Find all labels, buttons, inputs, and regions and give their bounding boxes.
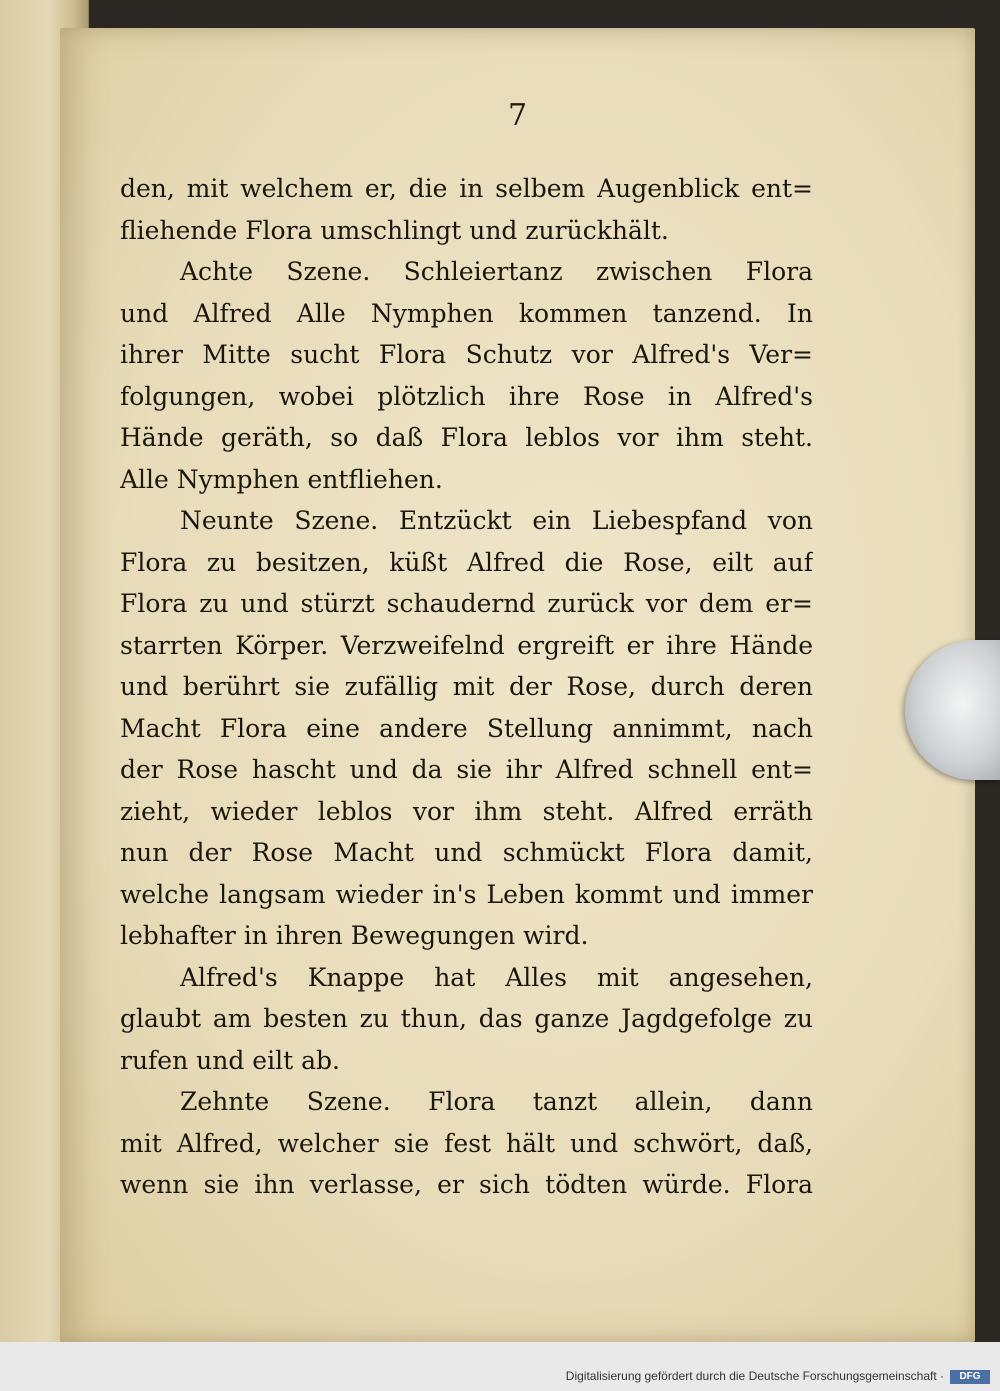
text-line: und berührt sie zufällig mit der Rose, durch deren <box>120 672 813 701</box>
text-line: mit Alfred, welcher sie fest hält und schwört, daß, <box>120 1128 813 1158</box>
text-line: Achte Szene. Schleiertanz zwischen Flora <box>180 257 813 286</box>
text-line: Alfred's Knappe hat Alles mit angesehen, <box>180 962 813 992</box>
text-line: lebhafter in ihren Bewegungen wird. <box>120 921 589 950</box>
text-line: und Alfred Alle Nymphen kommen tanzend. In <box>120 298 813 328</box>
text-line: Hände geräth, so daß Flora leblos vor ihm steht. <box>120 423 813 452</box>
text-line: ihrer Mitte sucht Flora Schutz vor Alfred's Ver= <box>120 340 813 369</box>
text-line: welche langsam wieder in's Leben kommt und immer <box>120 879 813 909</box>
text-line: Macht Flora eine andere Stellung annimmt, nach <box>120 713 813 743</box>
text-line: nun der Rose Macht und schmückt Flora damit, <box>120 838 813 867</box>
text-line: Flora zu besitzen, küßt Alfred die Rose, eilt auf <box>120 547 813 577</box>
text-line: der Rose hascht und da sie ihr Alfred schnell ent= <box>120 755 813 784</box>
digitization-footer <box>0 1342 1000 1391</box>
text-line: zieht, wieder leblos vor ihm steht. Alfred erräth <box>120 796 813 826</box>
dfg-logo: DFG <box>950 1370 990 1384</box>
text-line: Flora zu und stürzt schaudernd zurück vor dem er= <box>120 589 813 618</box>
text-line: Neunte Szene. Entzückt ein Liebespfand von <box>180 506 813 535</box>
text-line: starrten Körper. Verzweifelnd ergreift er ihre Hände <box>120 630 813 660</box>
text-line: fliehende Flora umschlingt und zurückhält. <box>120 215 669 245</box>
body-text <box>120 168 813 1206</box>
text-line: folgungen, wobei plötzlich ihre Rose in Alfred's <box>120 381 813 411</box>
text-line: glaubt am besten zu thun, das ganze Jagdgefolge zu <box>120 1004 813 1033</box>
text-line: den, mit welchem er, die in selbem Augenblick ent= <box>120 174 813 203</box>
footer-credit: Digitalisierung gefördert durch die Deutsche Forschungsgemeinschaft · <box>565 1369 944 1383</box>
text-line: rufen und eilt ab. <box>120 1045 340 1075</box>
text-line: wenn sie ihn verlasse, er sich tödten würde. Flora <box>120 1170 813 1199</box>
page-number: 7 <box>507 98 528 133</box>
text-line: Zehnte Szene. Flora tanzt allein, dann <box>180 1087 813 1116</box>
book-page <box>60 28 975 1342</box>
text-line: Alle Nymphen entfliehen. <box>120 464 443 494</box>
